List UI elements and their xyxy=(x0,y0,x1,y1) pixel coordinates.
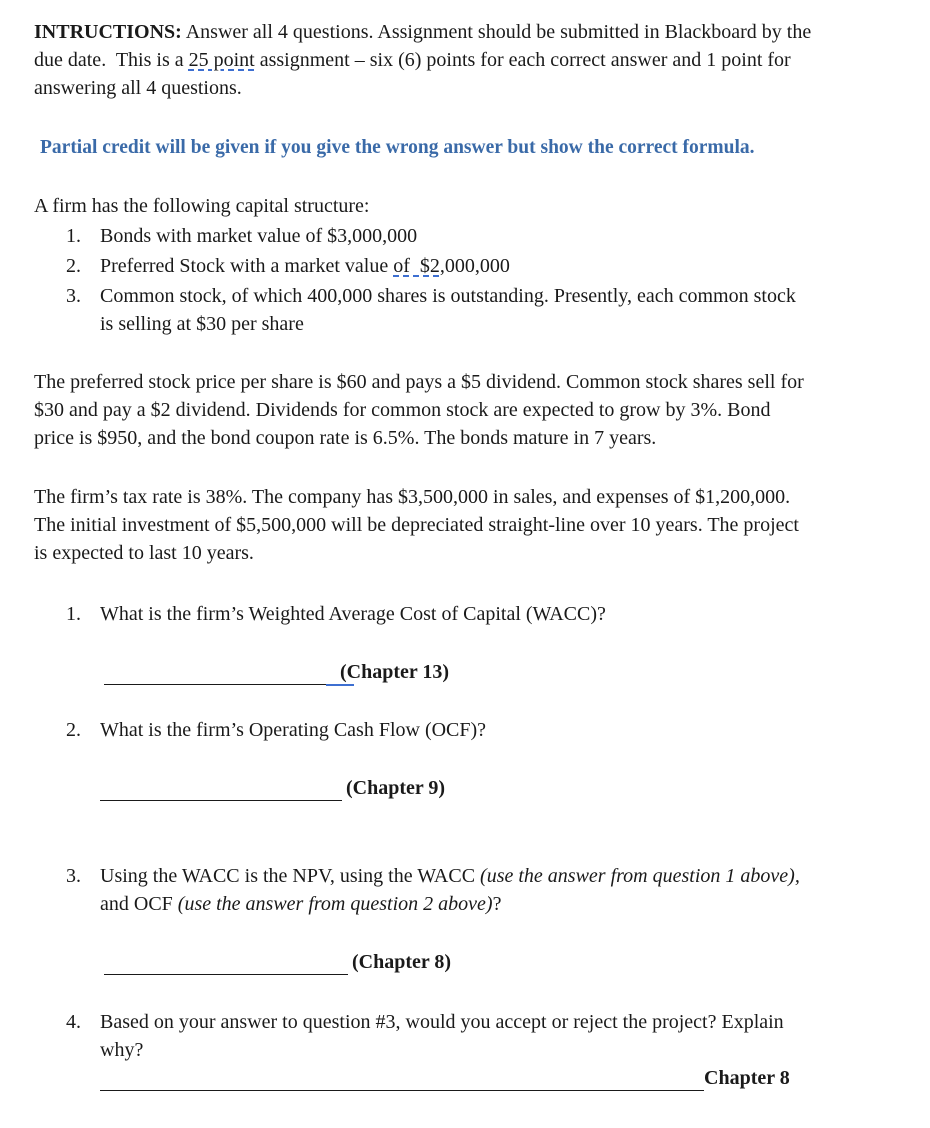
list-item-number: 2. xyxy=(66,255,81,277)
paragraph-line: $30 and pay a $2 dividend. Dividends for common stock are expected to grow by 3%. Bond xyxy=(34,399,771,421)
paragraph-line: is expected to last 10 years. xyxy=(34,542,254,564)
tax-investment-paragraph xyxy=(34,483,894,567)
instructions-text-2b: assignment – six (6) points for each correct answer and 1 point for xyxy=(254,49,791,71)
question-text: What is the firm’s Operating Cash Flow (OCF)? xyxy=(100,719,487,741)
instructions-line-1 xyxy=(34,18,894,46)
question-number: 2. xyxy=(66,719,81,741)
list-item-text xyxy=(100,282,886,338)
question-number: 1. xyxy=(66,603,81,625)
list-item-text-a: Preferred Stock with a market value xyxy=(100,255,394,277)
instructions-text-1: Answer all 4 questions. Assignment should be submitted in Blackboard by the xyxy=(185,21,812,43)
answer-blank-2[interactable] xyxy=(100,800,342,801)
answer-blank-4[interactable] xyxy=(100,1090,704,1091)
list-item-text-b: ,000,000 xyxy=(439,255,510,277)
chapter-reference-2: (Chapter 9) xyxy=(346,777,446,799)
paragraph-line: The preferred stock price per share is $60 and pays a $5 dividend. Common stock shares sell for xyxy=(34,371,804,393)
instructions xyxy=(34,18,894,102)
question-number: 4. xyxy=(66,1011,81,1033)
question-text-a: Using the WACC is the NPV, using the WACC xyxy=(100,865,481,887)
question-text xyxy=(100,862,896,918)
question-line-2: why? xyxy=(100,1039,144,1061)
question-text xyxy=(100,1008,896,1064)
point-value-link: 25 point xyxy=(188,49,255,71)
chapter-reference-1: (Chapter 13) xyxy=(340,661,450,683)
question-text-italic: (use the answer from question 1 above), xyxy=(480,865,800,887)
list-item-line-1: Common stock, of which 400,000 shares is outstanding. Presently, each common stock xyxy=(100,285,796,307)
question-text-b: and OCF xyxy=(100,893,178,915)
instructions-label: INTRUCTIONS: xyxy=(34,21,182,43)
answer-blank-1[interactable] xyxy=(104,684,326,685)
chapter-reference-3: (Chapter 8) xyxy=(352,951,452,973)
paragraph-line: The firm’s tax rate is 38%. The company has $3,500,000 in sales, and expenses of $1,200,000. xyxy=(34,486,791,508)
question-text: What is the firm’s Weighted Average Cost of Capital (WACC)? xyxy=(100,603,606,625)
list-item-number: 1. xyxy=(66,225,81,247)
question-line-1: Based on your answer to question #3, would you accept or reject the project? Explain xyxy=(100,1011,784,1033)
instructions-line-3: answering all 4 questions. xyxy=(34,77,242,99)
partial-credit-note: Partial credit will be given if you give the wrong answer but show the correct formula. xyxy=(40,137,755,158)
paragraph-line: price is $950, and the bond coupon rate is 6.5%. The bonds mature in 7 years. xyxy=(34,427,657,449)
question-number: 3. xyxy=(66,865,81,887)
list-item-text xyxy=(100,252,886,280)
stock-bond-paragraph xyxy=(34,368,894,452)
list-item-line-2: is selling at $30 per share xyxy=(100,313,304,335)
capital-structure-intro: A firm has the following capital structure: xyxy=(34,195,370,217)
list-item-text-link: of $2 xyxy=(393,255,440,277)
list-item-number: 3. xyxy=(66,285,81,307)
question-text-c: ? xyxy=(492,893,502,915)
paragraph-line: The initial investment of $5,500,000 will be depreciated straight-line over 10 years. The project xyxy=(34,514,799,536)
list-item-text: Bonds with market value of $3,000,000 xyxy=(100,225,418,247)
question-text-italic: (use the answer from question 2 above) xyxy=(177,893,493,915)
instructions-line-2 xyxy=(34,46,894,74)
answer-blank-3[interactable] xyxy=(104,974,348,975)
chapter-reference-4: Chapter 8 xyxy=(704,1067,790,1089)
instructions-text-2a: due date. This is a xyxy=(34,49,189,71)
